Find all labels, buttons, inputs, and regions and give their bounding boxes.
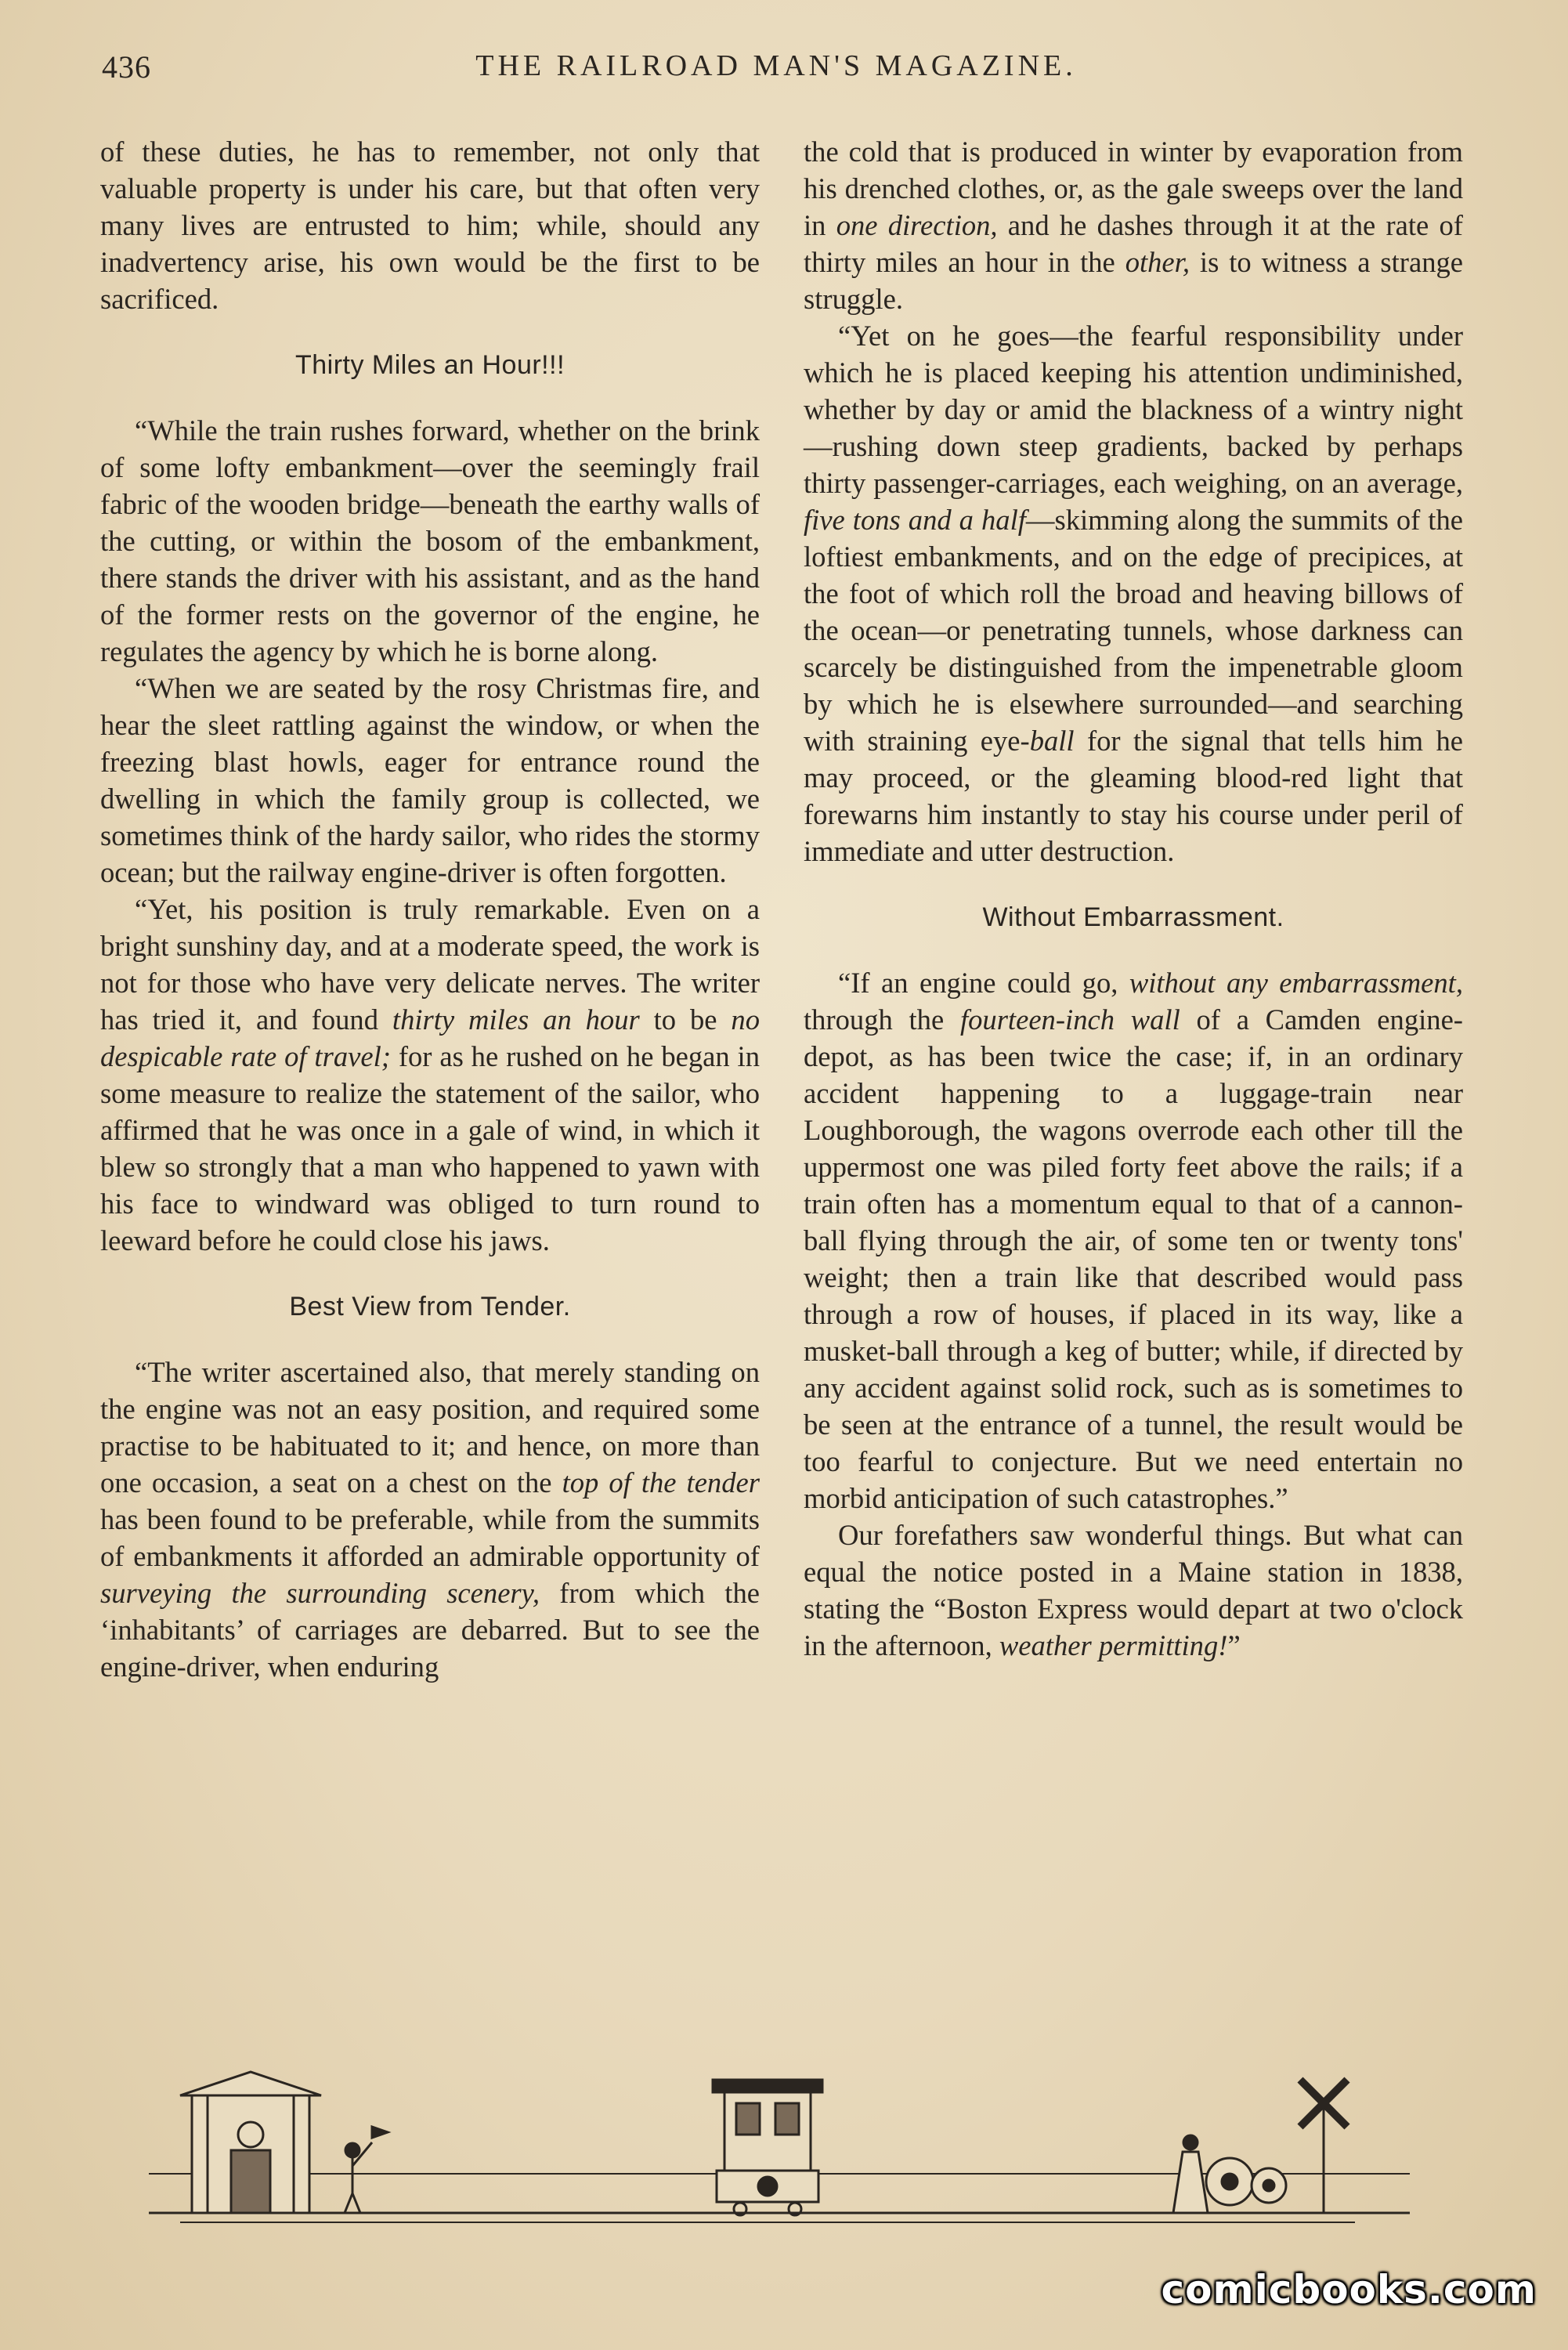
right-column bbox=[804, 133, 1463, 1664]
station-house bbox=[180, 2072, 321, 2213]
page-number: 436 bbox=[102, 49, 151, 85]
italic-run: thirty miles an hour bbox=[392, 1003, 640, 1036]
text-run: is to witness a strange struggle. bbox=[804, 246, 1464, 315]
text-run: —skimming along the summits of the loftiest embankments, and on the edge of precipices, at the foot of which roll the broad and heaving billows of the ocean—or penetrating tunnels, whose darkness can scarcely be distinguished from the impenetrable gloom by which he is elsewhere surrounded—and searching with straining eye- bbox=[804, 504, 1463, 757]
text-run: through the bbox=[804, 1003, 960, 1036]
paragraph: “When we are seated by the rosy Christmas fire, and hear the sleet rattling against the window, or when the freezing blast howls, eager for entrance round the dwelling in which the family group is collected, we sometimes think of the hardy sailor, who rides the stormy ocean; but the railway engine-driver is often forgotten. bbox=[100, 672, 760, 888]
italic-run: one direction, bbox=[836, 209, 998, 241]
watermark: comicbooks.com bbox=[1161, 2267, 1537, 2312]
text-run: “Yet, his position is truly remarkable. Even on a bright sunshiny day, and at a moderate speed, the work is not for those who have very delicate nerves. The writer has tried it, and found bbox=[100, 893, 760, 1036]
text-run: has been found to be preferable, while from the summits of embankments it afforded an admirable opportunity of bbox=[100, 1503, 760, 1572]
woman-figure bbox=[1173, 2135, 1208, 2213]
italic-run: fourteen-inch wall bbox=[959, 1003, 1180, 1036]
railroad-crossing-sign bbox=[1300, 2080, 1347, 2213]
running-head: THE RAILROAD MAN'S MAGAZINE. bbox=[475, 49, 1077, 82]
text-run: Our forefathers saw wonderful things. But what can equal the notice posted in a Maine station in 1838, stating the “Boston Express would depart at two o'clock in the afternoon, bbox=[804, 1519, 1463, 1661]
text-run: “Yet on he goes—the fearful responsibility under which he is placed keeping his attention undiminished, whether by day or amid the blackness of a wintry night—rushing down steep gradients, backed by perhaps thirty passenger-carriages, each weighing, on an average, bbox=[804, 320, 1463, 499]
italic-run: five tons and a half bbox=[804, 504, 1026, 536]
section-heading: Without Embarrassment. bbox=[982, 902, 1284, 932]
text-run: for as he rushed on he began in some measure to realize the statement of the sailor, who affirmed that he was once in a gale of wind, in which it blew so strongly that a man who happened to yawn with his face to windward was obliged to turn round to leeward before he could close his jaws. bbox=[100, 1040, 761, 1256]
text-run: ” bbox=[1227, 1629, 1241, 1661]
section-heading: Thirty Miles an Hour!!! bbox=[294, 350, 565, 380]
text-run: of a Camden engine-depot, as has been twice the case; if, in an ordinary accident happening to a luggage-train near Loughborough, the wagons overrode each other till the uppermost one was piled forty feet above the rails; if a train often has a momentum equal to that of a cannon-ball flying through the air, of some ten or twenty tons' weight; then a train like that described would pass through a row of houses, if placed in its way, like a musket-ball through a keg of butter; while, if directed by any accident against solid rock, such as is sometimes to be seen at the entrance of a tunnel, the result would be too fearful to conjecture. But we need entertain no morbid anticipation of such catastrophes.” bbox=[804, 1003, 1463, 1514]
locomotive bbox=[713, 2080, 822, 2215]
italic-run: weather permitting! bbox=[999, 1629, 1228, 1661]
text-run: “If an engine could go, bbox=[838, 967, 1129, 999]
italic-run: no despicable rate of travel; bbox=[100, 1003, 760, 1072]
italic-run: surveying the surrounding scenery, bbox=[100, 1577, 540, 1609]
paragraph bbox=[804, 964, 1463, 1517]
page-header bbox=[94, 49, 1458, 96]
paragraph bbox=[804, 317, 1463, 870]
paragraph: “While the train rushes forward, whether on the brink of some lofty embankment—over the seemingly frail fabric of the wooden bridge—beneath the earthy walls of the cutting, or within the bosom of the embankment, there stands the driver with his assistant, and as the hand of the former rests on the governor of the engine, he regulates the agency by which he is borne along. bbox=[100, 414, 760, 667]
text-run: from which the ‘inhabitants’ of carriages are debarred. But to see the engine-driver, when enduring bbox=[100, 1577, 760, 1683]
paragraph bbox=[804, 1517, 1463, 1664]
italic-run: without any embarrassment, bbox=[1129, 967, 1463, 999]
paragraph bbox=[100, 891, 760, 1259]
paragraph: of these duties, he has to remember, not only that valuable property is under his care, but that often very many lives are entrusted to him; while, should any inadvertency arise, his own would be the first to be sacrificed. bbox=[100, 136, 760, 315]
text-run: and he dashes through it at the rate of thirty miles an hour in the bbox=[804, 209, 1463, 278]
gear-machinery bbox=[1206, 2158, 1286, 2205]
paragraph bbox=[804, 133, 1463, 317]
section-heading: Best View from Tender. bbox=[289, 1292, 571, 1321]
italic-run: ball bbox=[1029, 725, 1075, 757]
text-run: for the signal that tells him he may proceed, or the gleaming blood-red light that forewarns him instantly to stay his course under peril of immediate and utter destruction. bbox=[804, 725, 1463, 867]
paragraph bbox=[100, 1354, 760, 1685]
italic-run: other, bbox=[1125, 246, 1190, 278]
left-column bbox=[100, 133, 760, 1685]
text-run: the cold that is produced in winter by evaporation from his drenched clothes, or, as the gale sweeps over the land in bbox=[804, 136, 1463, 241]
text-run: to be bbox=[639, 1003, 732, 1036]
italic-run: top of the tender bbox=[562, 1466, 760, 1499]
railway-vignette-illustration bbox=[133, 2056, 1425, 2244]
text-run: “The writer ascertained also, that merely standing on the engine was not an easy position, and required some practise to be habituated to it; and hence, on more than one occasion, a seat on a chest on the bbox=[100, 1356, 760, 1499]
signalman-figure bbox=[345, 2127, 388, 2213]
